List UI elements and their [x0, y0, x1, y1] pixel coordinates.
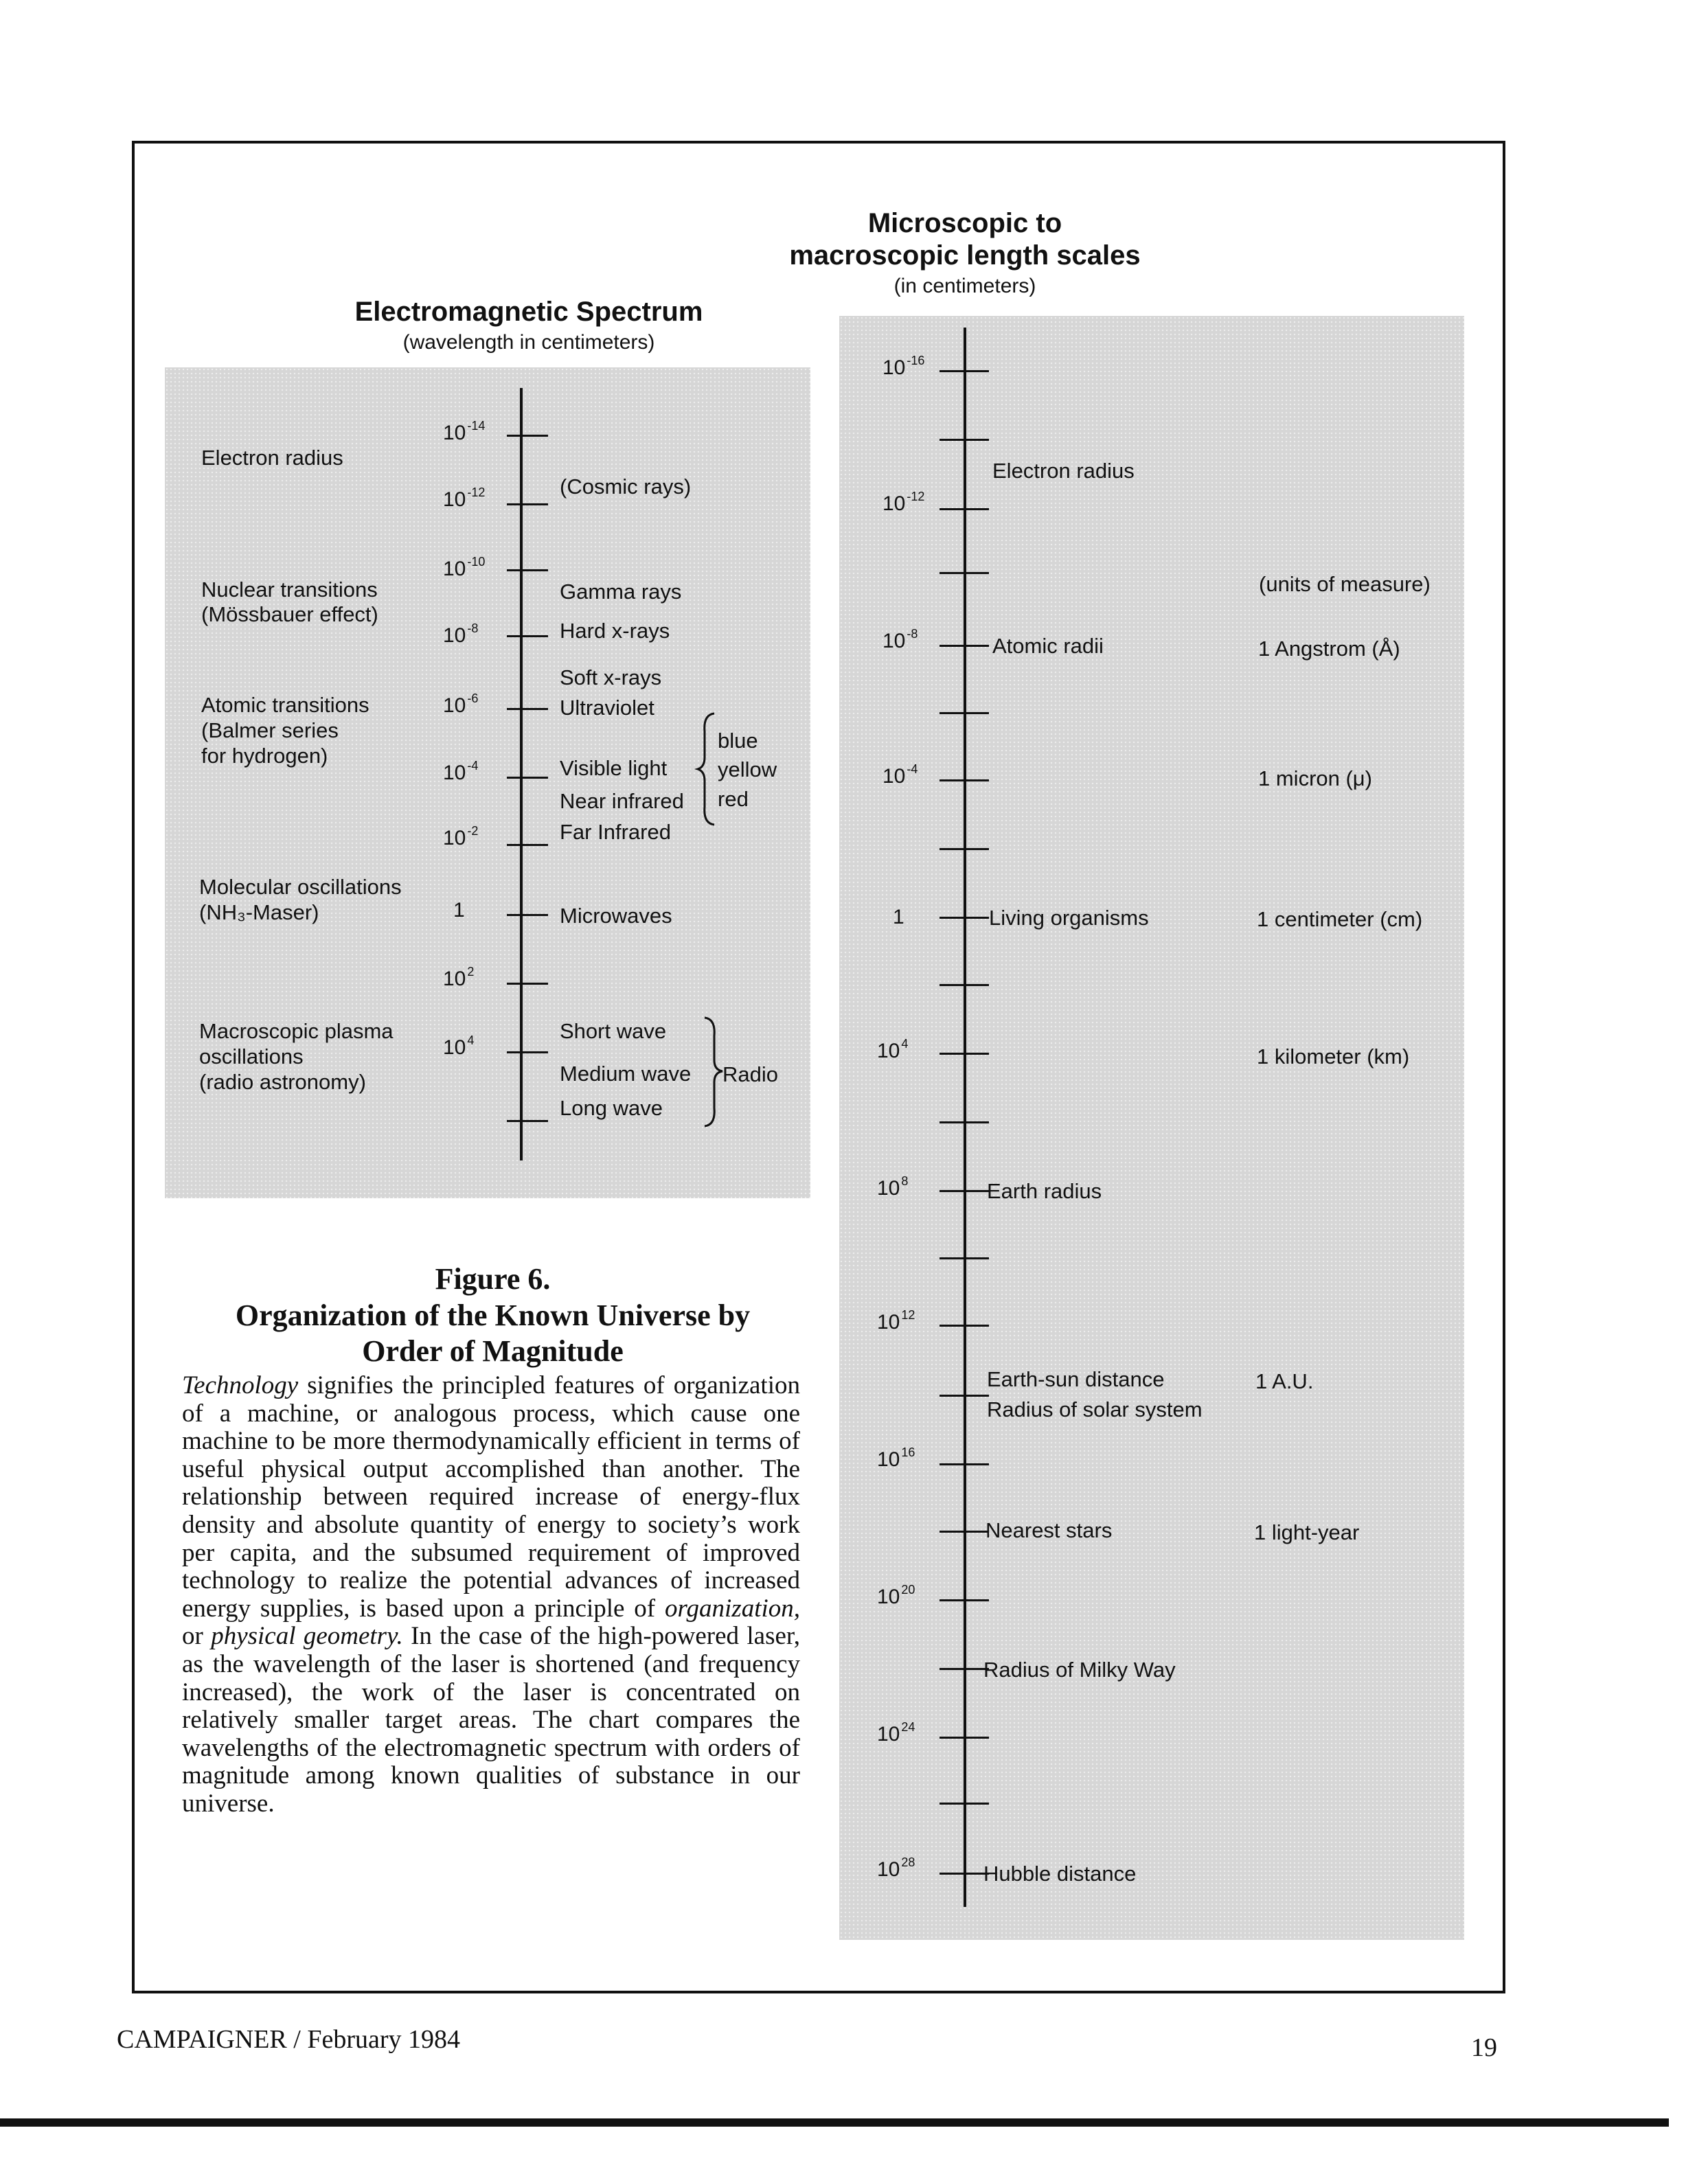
- em-tick-label: 10 $^4$: [443, 1033, 475, 1059]
- em-right-label: Ultraviolet: [560, 696, 654, 720]
- visible-color-label: blue: [718, 729, 758, 753]
- length-tick-label: 10 $^{20}$: [877, 1583, 915, 1608]
- em-right-label: Short wave: [560, 1019, 667, 1043]
- length-tick-mark: [940, 1803, 989, 1805]
- length-tick-mark: [940, 572, 989, 574]
- length-tick-mark: [940, 370, 989, 372]
- length-tick-mark: [940, 1257, 989, 1259]
- unit-label: 1 light-year: [1254, 1520, 1360, 1544]
- units-header: (units of measure): [1259, 572, 1431, 596]
- figure-title-line-2: Order of Magnitude: [362, 1334, 624, 1368]
- em-tick-mark: [507, 844, 548, 846]
- em-spectrum-title: Electromagnetic Spectrum: [354, 297, 703, 327]
- length-scales-panel: [839, 316, 1464, 1940]
- length-object-label: Electron radius: [992, 459, 1135, 483]
- unit-label: 1 micron (μ): [1258, 766, 1372, 790]
- length-object-label: Living organisms: [989, 906, 1149, 930]
- em-tick-mark: [507, 503, 548, 505]
- length-tick-mark: [940, 1190, 989, 1192]
- em-tick-mark: [507, 569, 548, 571]
- em-tick-mark: [507, 435, 548, 437]
- length-tick-mark: [940, 1873, 989, 1875]
- radio-label: Radio: [722, 1062, 778, 1086]
- length-tick-label: 10 $^{16}$: [877, 1445, 915, 1471]
- em-tick-label: 10 $^{-6}$: [443, 691, 479, 717]
- visible-color-label: yellow: [718, 757, 777, 781]
- caption-lead-term: Technology: [182, 1371, 299, 1399]
- length-tick-label: 10 $^{12}$: [877, 1308, 915, 1334]
- unit-label: 1 Angstrom (Å): [1258, 637, 1400, 661]
- length-tick-mark: [940, 779, 989, 781]
- unit-label: 1 centimeter (cm): [1257, 907, 1423, 931]
- length-tick-label: 10 $^{28}$: [877, 1855, 915, 1881]
- em-tick-mark: [507, 983, 548, 985]
- em-right-label: Soft x-rays: [560, 665, 662, 689]
- em-left-label: Molecular oscillations: [199, 875, 402, 899]
- figure-caption: [182, 1372, 800, 1818]
- length-tick-label: 10 $^8$: [877, 1174, 909, 1200]
- caption-emphasis: organization,: [664, 1594, 800, 1623]
- page-number: 19: [1471, 2033, 1497, 2062]
- length-object-label: Radius of solar system: [987, 1397, 1203, 1421]
- caption-text: signifies the principled features of organization of a machine, or analogous process, which cause one machine to be more thermodynamically efficient in terms of useful physical output accomplished than another. The relationship between required increase of energy-flux density and absolute quantity of energy to society’s work per capita, and the subsumed requirement of improved technology to realize the potential advances of increased energy supplies, is based upon a principle of: [182, 1371, 800, 1623]
- length-tick-mark: [940, 1395, 989, 1397]
- length-tick-label: 10 $^{-4}$: [883, 762, 918, 788]
- length-tick-mark: [940, 508, 989, 510]
- length-tick-label: 10 $^{-16}$: [883, 354, 925, 379]
- length-tick-mark: [940, 984, 989, 986]
- bottom-rule: [0, 2118, 1669, 2127]
- em-tick-label: 10 $^{-14}$: [443, 419, 486, 444]
- em-right-label: Long wave: [560, 1096, 663, 1120]
- length-tick-label: 10 $^{-8}$: [883, 627, 918, 652]
- visible-color-label: red: [718, 787, 749, 811]
- caption-text: In the case of the high-powered laser, as the wavelength of the laser is shortened (and frequency increased), the work of the laser is concentrated on relatively smaller target areas. The chart compares the wavelengths of the electromagnetic spectrum with orders of magnitude among known qualities of substance in our universe.: [182, 1622, 800, 1818]
- caption-text: or: [182, 1622, 212, 1651]
- em-tick-label: 10 $^{-8}$: [443, 621, 479, 647]
- length-tick-mark: [940, 917, 989, 919]
- length-tick-mark: [940, 1325, 989, 1327]
- em-left-label: Atomic transitions: [201, 693, 369, 717]
- figure-number: Figure 6.: [435, 1262, 551, 1296]
- length-tick-mark: [940, 712, 989, 714]
- em-left-label: Macroscopic plasma: [199, 1019, 394, 1043]
- length-tick-label: 1: [893, 906, 904, 928]
- em-tick-label: 10 $^{-10}$: [443, 555, 486, 580]
- em-left-label: oscillations: [199, 1044, 304, 1068]
- length-tick-mark: [940, 848, 989, 850]
- em-tick-mark: [507, 1120, 548, 1122]
- length-axis-line: [964, 328, 966, 1907]
- em-right-label: Far Infrared: [560, 820, 671, 844]
- em-tick-label: 1: [453, 899, 465, 922]
- em-right-label: Hard x-rays: [560, 619, 670, 643]
- em-right-label: Gamma rays: [560, 580, 682, 604]
- em-left-label: Nuclear transitions: [201, 578, 378, 602]
- length-object-label: Radius of Milky Way: [983, 1658, 1176, 1682]
- em-tick-mark: [507, 635, 548, 637]
- length-tick-mark: [940, 439, 989, 441]
- length-scales-subtitle: (in centimeters): [893, 275, 1036, 297]
- em-left-label: (NH₃-Maser): [199, 900, 319, 924]
- length-object-label: Nearest stars: [986, 1518, 1113, 1542]
- length-tick-label: 10 $^{-12}$: [883, 490, 925, 515]
- unit-label: 1 A.U.: [1255, 1369, 1314, 1393]
- em-right-label: Microwaves: [560, 904, 672, 928]
- length-object-label: Hubble distance: [983, 1862, 1137, 1886]
- length-scales-title-1: Microscopic to: [867, 208, 1062, 238]
- em-left-label: (Balmer series: [201, 718, 339, 742]
- length-tick-mark: [940, 1668, 989, 1670]
- length-tick-mark: [940, 1121, 989, 1123]
- em-tick-label: 10 $^{-12}$: [443, 485, 486, 511]
- length-tick-mark: [940, 645, 989, 647]
- length-object-label: Earth-sun distance: [987, 1367, 1165, 1391]
- em-left-label: Electron radius: [201, 446, 343, 470]
- publication-footer: CAMPAIGNER / February 1984: [117, 2025, 460, 2054]
- em-left-label: (radio astronomy): [199, 1070, 366, 1094]
- em-tick-label: 10 $^{-4}$: [443, 759, 479, 784]
- em-right-label: (Cosmic rays): [560, 474, 692, 499]
- length-tick-mark: [940, 1463, 989, 1465]
- unit-label: 1 kilometer (km): [1257, 1044, 1410, 1068]
- em-tick-mark: [507, 1051, 548, 1053]
- length-tick-mark: [940, 1737, 989, 1739]
- em-left-label: for hydrogen): [201, 744, 328, 768]
- em-tick-mark: [507, 914, 548, 916]
- length-tick-label: 10 $^{24}$: [877, 1720, 915, 1746]
- length-tick-mark: [940, 1053, 989, 1055]
- em-spectrum-subtitle: (wavelength in centimeters): [402, 331, 655, 354]
- length-tick-label: 10 $^4$: [877, 1037, 909, 1062]
- em-tick-label: 10 $^2$: [443, 965, 475, 990]
- caption-emphasis: physical geometry.: [211, 1622, 403, 1651]
- length-tick-mark: [940, 1599, 989, 1601]
- length-object-label: Atomic radii: [992, 634, 1104, 658]
- em-right-label: Near infrared: [560, 789, 684, 813]
- visible-light-brace: [694, 711, 721, 827]
- length-tick-mark: [940, 1531, 989, 1533]
- em-right-label: Visible light: [560, 756, 668, 780]
- em-tick-label: 10 $^{-2}$: [443, 824, 479, 849]
- em-right-label: Medium wave: [560, 1062, 692, 1086]
- length-object-label: Earth radius: [987, 1179, 1102, 1203]
- em-tick-mark: [507, 708, 548, 710]
- figure-title-line-1: Organization of the Known Universe by: [235, 1299, 751, 1332]
- em-left-label: (Mössbauer effect): [201, 602, 378, 626]
- length-scales-title-2: macroscopic length scales: [789, 240, 1141, 271]
- em-tick-mark: [507, 777, 548, 779]
